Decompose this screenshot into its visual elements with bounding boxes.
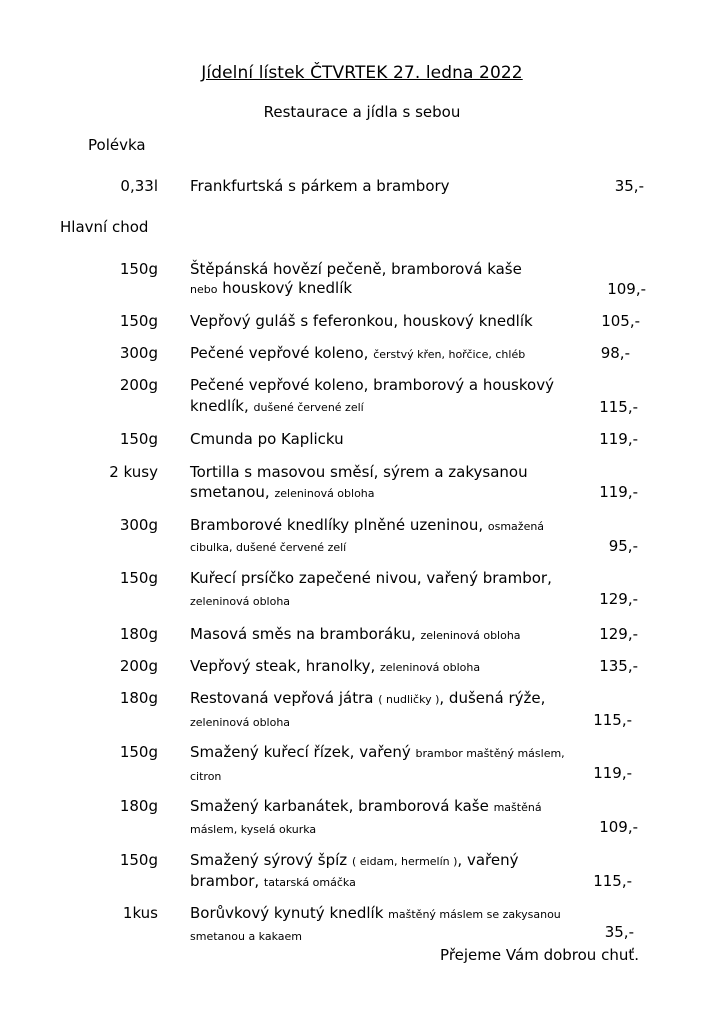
item-name-line2 (190, 483, 375, 501)
item-name (190, 904, 561, 922)
item-price: 35,- (604, 923, 634, 941)
item-name-line2 (190, 819, 316, 837)
item-name-main: Borůvkový kynutý knedlík (190, 904, 389, 922)
item-price: 115,- (599, 398, 638, 416)
item-price: 115,- (593, 711, 632, 729)
item-price: 119,- (599, 430, 638, 448)
item-name-line2 (190, 712, 290, 730)
menu-title: Jídelní lístek ČTVRTEK 27. ledna 2022 (201, 63, 523, 83)
item-qty: 150g (119, 312, 158, 330)
item-note: ( eidam, hermelín ) (351, 855, 458, 868)
item-name (190, 344, 525, 362)
item-qty: 150g (119, 430, 158, 448)
item-name (190, 797, 542, 815)
item-note: zeleninová obloha (380, 661, 481, 674)
item-name-main: Restovaná vepřová játra (190, 689, 379, 707)
item-qty: 150g (119, 851, 158, 869)
item-name-main: Bramborové knedlíky plněné uzeninou, (190, 516, 488, 534)
item-qty: 1kus (122, 904, 158, 922)
item-qty: 0,33l (120, 177, 158, 195)
item-name-line2 (190, 591, 290, 609)
item-note: tatarská omáčka (263, 876, 356, 889)
item-price: 115,- (593, 872, 632, 890)
item-qty: 180g (119, 689, 158, 707)
item-price: 129,- (599, 590, 638, 608)
item-name-line2 (190, 872, 356, 890)
item-note: smetanou a kakaem (190, 930, 302, 943)
section-soup: Polévka (88, 136, 146, 154)
item-name-cont: , dušená rýže, (439, 689, 546, 707)
item-name-cont: brambor, (190, 872, 264, 890)
item-name-line2 (190, 279, 352, 297)
item-name: Tortilla s masovou směsí, sýrem a zakysanou (190, 463, 528, 481)
item-name: Vepřový guláš s feferonkou, houskový knedlík (190, 312, 533, 330)
item-price: 119,- (599, 483, 638, 501)
item-name: Štěpánská hovězí pečeně, bramborová kaše (190, 260, 522, 278)
item-qty: 200g (119, 376, 158, 394)
item-note: dušené červené zelí (253, 401, 364, 414)
item-name-main: Pečené vepřové koleno, (190, 344, 374, 362)
item-note: maštěná (493, 801, 542, 814)
item-name-main: Vepřový steak, hranolky, (190, 657, 381, 675)
item-note: nebo (190, 283, 218, 296)
item-qty: 150g (119, 743, 158, 761)
item-note: čerstvý křen, hořčice, chléb (373, 348, 526, 361)
item-note: brambor maštěný máslem, (415, 747, 565, 760)
item-name-line2 (190, 926, 302, 944)
item-price: 35,- (614, 177, 644, 195)
item-note: maštěný máslem se zakysanou (388, 908, 561, 921)
item-name-cont: , vařený (457, 851, 519, 869)
item-price: 129,- (599, 625, 638, 643)
item-note: zeleninová obloha (274, 487, 375, 500)
item-name-main: Smažený karbanátek, bramborová kaše (190, 797, 494, 815)
item-note: cibulka, dušené červené zelí (190, 541, 347, 554)
item-name-cont: smetanou, (190, 483, 275, 501)
item-name-main: Masová směs na bramboráku, (190, 625, 421, 643)
item-qty: 200g (119, 657, 158, 675)
item-name-line2 (190, 397, 364, 415)
item-name (190, 743, 565, 761)
item-price: 109,- (599, 818, 638, 836)
item-name (190, 657, 480, 675)
item-price: 109,- (607, 280, 646, 298)
item-name-main: Smažený sýrový špíz (190, 851, 352, 869)
item-name: Cmunda po Kaplicku (190, 430, 344, 448)
item-qty: 150g (119, 260, 158, 278)
item-name-cont: houskový knedlík (217, 279, 353, 297)
item-qty: 2 kusy (109, 463, 158, 481)
item-name: Frankfurtská s párkem a brambory (190, 177, 450, 195)
item-note: osmažená (487, 520, 545, 533)
menu-subtitle: Restaurace a jídla s sebou (263, 103, 461, 121)
item-price: 95,- (608, 537, 638, 555)
item-price: 105,- (601, 312, 640, 330)
item-note: citron (190, 770, 222, 783)
item-note: ( nudličky ) (378, 693, 440, 706)
item-qty: 300g (119, 516, 158, 534)
item-qty: 180g (119, 797, 158, 815)
item-name (190, 851, 518, 869)
item-name (190, 516, 544, 534)
item-qty: 300g (119, 344, 158, 362)
item-name (190, 689, 545, 707)
item-qty: 180g (119, 625, 158, 643)
section-main: Hlavní chod (60, 218, 149, 236)
item-name-cont: knedlík, (190, 397, 254, 415)
item-note: zeleninová obloha (190, 595, 291, 608)
item-name: Kuřecí prsíčko zapečené nivou, vařený brambor, (190, 569, 552, 587)
item-name (190, 625, 521, 643)
item-name-line2 (190, 537, 346, 555)
item-price: 98,- (600, 344, 630, 362)
item-qty: 150g (119, 569, 158, 587)
item-name: Pečené vepřové koleno, bramborový a houskový (190, 376, 554, 394)
closing-wish: Přejeme Vám dobrou chuť. (440, 946, 639, 964)
item-price: 135,- (599, 657, 638, 675)
item-name-line2 (190, 766, 221, 784)
item-note: máslem, kyselá okurka (190, 823, 317, 836)
item-note: zeleninová obloha (420, 629, 521, 642)
item-price: 119,- (593, 764, 632, 782)
item-name-main: Smažený kuřecí řízek, vařený (190, 743, 416, 761)
item-note: zeleninová obloha (190, 716, 291, 729)
